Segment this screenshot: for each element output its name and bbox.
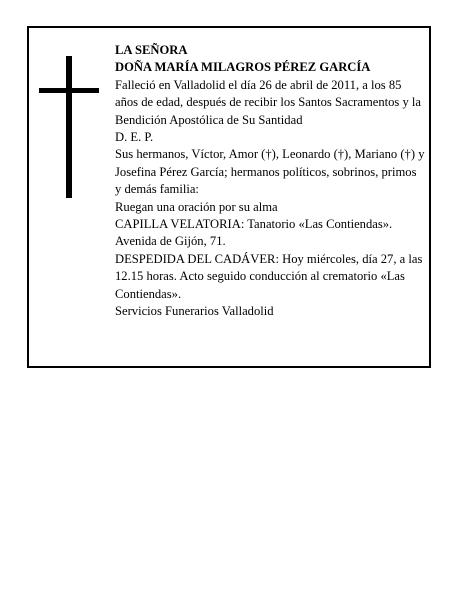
rest-in-peace: D. E. P. bbox=[115, 130, 154, 145]
deceased-name: DOÑA MARÍA MILAGROS PÉREZ GARCÍA bbox=[115, 60, 371, 75]
cross-icon bbox=[39, 56, 99, 198]
death-announcement: Falleció en Valladolid el día 26 de abril de 2011, a los 85 años de edad, después de recibir los Santos Sacramentos y la Bendición Apostólica de Su Santidad bbox=[115, 77, 422, 127]
funeral-services: Servicios Funerarios Valladolid bbox=[115, 304, 274, 319]
notice-heading-title: LA SEÑORA bbox=[115, 43, 188, 57]
funeral-chapel: CAPILLA VELATORIA: Tanatorio «Las Contiendas». Avenida de Gijón, 71. bbox=[115, 217, 393, 249]
obituary-notice bbox=[27, 26, 431, 368]
cross-horizontal-bar bbox=[39, 88, 99, 93]
notice-text bbox=[115, 42, 425, 321]
family-members: Sus hermanos, Víctor, Amor (†), Leonardo (†), Mariano (†) y Josefina Pérez García; hermanos políticos, sobrinos, primos y demás familia: bbox=[115, 147, 425, 197]
farewell-details: DESPEDIDA DEL CADÁVER: Hoy miércoles, día 27, a las 12.15 horas. Acto seguido conducción al crematorio «Las Contiendas». bbox=[115, 251, 423, 301]
prayer-request: Ruegan una oración por su alma bbox=[115, 199, 278, 214]
cross-vertical-bar bbox=[66, 56, 72, 198]
